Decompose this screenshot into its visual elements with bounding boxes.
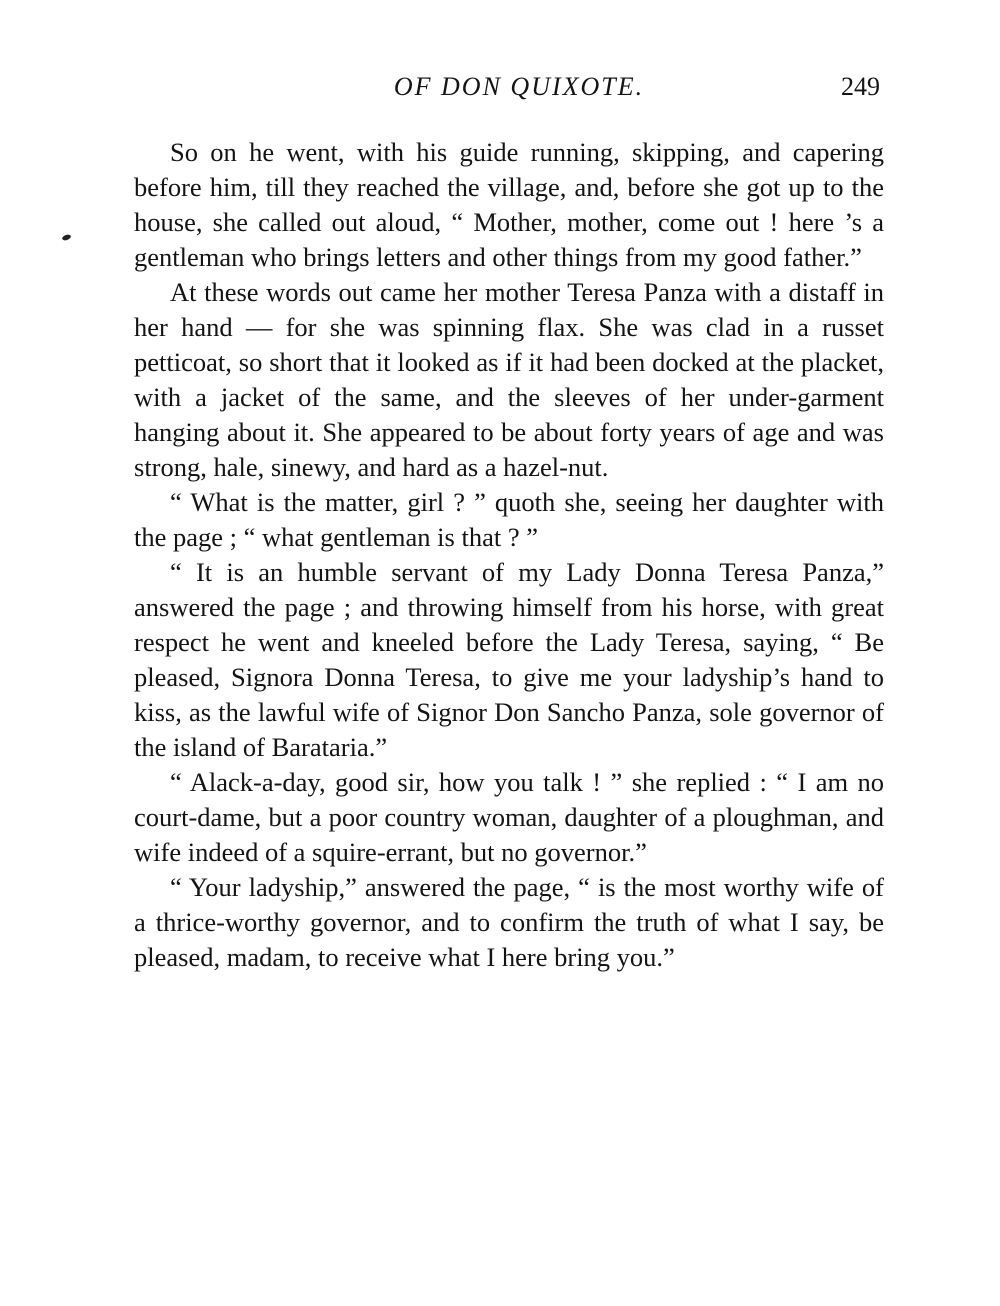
ink-speck (61, 234, 71, 242)
running-title: OF DON QUIXOTE. (393, 72, 645, 101)
paragraph-4: “ It is an humble servant of my Lady Donna Teresa Panza,” answered the page ; and throwing himself from his horse, with great respect he went and kneeled before the Lady Teresa, saying, “ Be pleased, Signora Donna Teresa, to give me your ladyship’s hand to kiss, as the lawful wife of Signor Don Sancho Panza, sole governor of the island of Barataria.” (134, 557, 884, 762)
body-text (134, 135, 884, 975)
running-head (134, 72, 884, 112)
page-number: 249 (841, 72, 880, 101)
paragraph-1: So on he went, with his guide running, skipping, and capering before him, till they reached the village, and, before she got up to the house, she called out aloud, “ Mother, mother, come out ! here ’s a gentleman who brings letters and other things from my good father.” (134, 137, 884, 272)
paragraph-5: “ Alack-a-day, good sir, how you talk ! ” she replied : “ I am no court-dame, but a poor country woman, daughter of a ploughman, and wife indeed of a squire-errant, but no governor.” (134, 767, 884, 867)
paragraph-2: At these words out came her mother Teresa Panza with a distaff in her hand — for she was spinning flax. She was clad in a russet petticoat, so short that it looked as if it had been docked at the placket, with a jacket of the same, and the sleeves of her under-garment hanging about it. She appeared to be about forty years of age and was strong, hale, sinewy, and hard as a hazel-nut. (134, 277, 884, 482)
paragraph-3: “ What is the matter, girl ? ” quoth she, seeing her daughter with the page ; “ what gentleman is that ? ” (134, 487, 884, 552)
paragraph-6: “ Your ladyship,” answered the page, “ is the most worthy wife of a thrice-worthy governor, and to confirm the truth of what I say, be pleased, madam, to receive what I here bring you.” (134, 872, 884, 972)
